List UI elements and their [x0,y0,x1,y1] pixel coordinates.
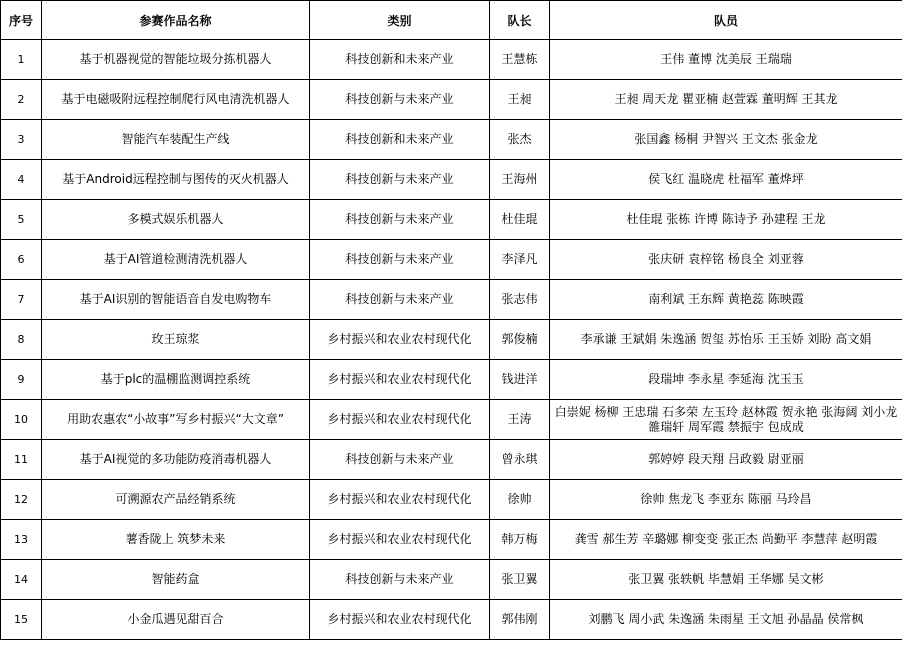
cell-members: 白崇妮 杨柳 王忠瑞 石多荣 左玉玲 赵林霞 贺永艳 张海阔 刘小龙 雒瑞轩 周军霞 禁振宇 包成成 [550,400,902,440]
cell-members: 王昶 周天龙 瞿亚楠 赵萱霖 董明辉 王其龙 [550,80,902,120]
cell-leader: 杜佳琨 [490,200,550,240]
cell-members: 南利斌 王东辉 黄艳蕊 陈映霞 [550,280,902,320]
cell-seq: 2 [1,80,42,120]
cell-project-name: 薯香陇上 筑梦未来 [42,520,310,560]
cell-seq: 6 [1,240,42,280]
table-row [1,400,902,440]
cell-category: 科技创新与未来产业 [310,80,490,120]
cell-category: 科技创新和未来产业 [310,40,490,80]
table-row [1,600,902,640]
table-row [1,360,902,400]
cell-seq: 9 [1,360,42,400]
cell-category: 科技创新与未来产业 [310,440,490,480]
cell-seq: 3 [1,120,42,160]
cell-seq: 8 [1,320,42,360]
cell-seq: 14 [1,560,42,600]
cell-project-name: 基于Android远程控制与图传的灭火机器人 [42,160,310,200]
cell-category: 乡村振兴和农业农村现代化 [310,360,490,400]
header-project-name: 参赛作品名称 [42,1,310,40]
cell-members: 杜佳琨 张栋 许博 陈诗予 孙建程 王龙 [550,200,902,240]
cell-project-name: 基于电磁吸附远程控制爬行风电清洗机器人 [42,80,310,120]
cell-leader: 韩万梅 [490,520,550,560]
cell-seq: 4 [1,160,42,200]
header-leader: 队长 [490,1,550,40]
cell-leader: 郭俊楠 [490,320,550,360]
cell-category: 乡村振兴和农业农村现代化 [310,520,490,560]
cell-members: 龚雪 郝生芳 辛璐娜 柳变变 张正杰 尚勤平 李慧萍 赵明霞 [550,520,902,560]
cell-seq: 11 [1,440,42,480]
table-row [1,120,902,160]
table-row [1,160,902,200]
cell-project-name: 智能汽车装配生产线 [42,120,310,160]
table-row [1,80,902,120]
cell-project-name: 智能药盒 [42,560,310,600]
cell-members: 王伟 董博 沈美辰 王瑞瑞 [550,40,902,80]
cell-members: 刘鹏飞 周小武 朱逸涵 朱雨星 王文旭 孙晶晶 侯常枫 [550,600,902,640]
cell-leader: 王慧栋 [490,40,550,80]
cell-seq: 12 [1,480,42,520]
header-row [1,1,902,40]
cell-project-name: 小金瓜遇见甜百合 [42,600,310,640]
cell-category: 科技创新和未来产业 [310,120,490,160]
cell-seq: 1 [1,40,42,80]
cell-project-name: 基于AI管道检测清洗机器人 [42,240,310,280]
cell-category: 科技创新与未来产业 [310,200,490,240]
table-row [1,280,902,320]
table-row [1,560,902,600]
cell-leader: 王海州 [490,160,550,200]
cell-seq: 15 [1,600,42,640]
cell-members: 郭婷婷 段天翔 吕政毅 尉亚丽 [550,440,902,480]
cell-leader: 李泽凡 [490,240,550,280]
cell-seq: 10 [1,400,42,440]
cell-category: 科技创新与未来产业 [310,280,490,320]
cell-seq: 5 [1,200,42,240]
cell-category: 乡村振兴和农业农村现代化 [310,400,490,440]
cell-project-name: 玫王琼浆 [42,320,310,360]
cell-category: 科技创新与未来产业 [310,240,490,280]
header-category: 类别 [310,1,490,40]
cell-project-name: 用助农惠农“小故事”写乡村振兴“大文章” [42,400,310,440]
cell-members: 徐帅 焦龙飞 李亚东 陈丽 马玲昌 [550,480,902,520]
cell-leader: 徐帅 [490,480,550,520]
header-members: 队员 [550,1,902,40]
table-row [1,240,902,280]
cell-project-name: 基于plc的温棚监测调控系统 [42,360,310,400]
table-row [1,320,902,360]
cell-leader: 王涛 [490,400,550,440]
cell-seq: 7 [1,280,42,320]
cell-leader: 曾永琪 [490,440,550,480]
cell-leader: 钱进洋 [490,360,550,400]
table-row [1,40,902,80]
cell-project-name: 多模式娱乐机器人 [42,200,310,240]
cell-leader: 郭伟刚 [490,600,550,640]
cell-project-name: 基于机器视觉的智能垃圾分拣机器人 [42,40,310,80]
cell-members: 张卫翼 张轶帆 毕慧娟 王华娜 吴文彬 [550,560,902,600]
cell-members: 侯飞红 温晓虎 杜福军 董烨坪 [550,160,902,200]
cell-category: 乡村振兴和农业农村现代化 [310,600,490,640]
table-row [1,480,902,520]
cell-project-name: 可溯源农产品经销系统 [42,480,310,520]
header-seq: 序号 [1,1,42,40]
cell-project-name: 基于AI识别的智能语音自发电购物车 [42,280,310,320]
cell-leader: 张志伟 [490,280,550,320]
cell-members: 段瑞坤 李永星 李延海 沈玉玉 [550,360,902,400]
cell-project-name: 基于AI视觉的多功能防疫消毒机器人 [42,440,310,480]
table-row [1,440,902,480]
cell-leader: 张杰 [490,120,550,160]
cell-members: 张庆研 袁梓铭 杨良全 刘亚蓉 [550,240,902,280]
cell-leader: 张卫翼 [490,560,550,600]
cell-seq: 13 [1,520,42,560]
cell-category: 科技创新与未来产业 [310,160,490,200]
table-row [1,200,902,240]
cell-category: 科技创新与未来产业 [310,560,490,600]
table-row [1,520,902,560]
cell-members: 张国鑫 杨桐 尹智兴 王文杰 张金龙 [550,120,902,160]
cell-leader: 王昶 [490,80,550,120]
cell-category: 乡村振兴和农业农村现代化 [310,480,490,520]
cell-category: 乡村振兴和农业农村现代化 [310,320,490,360]
cell-members: 李承谦 王斌娟 朱逸涵 贺玺 苏怡乐 王玉娇 刘盼 高文娟 [550,320,902,360]
